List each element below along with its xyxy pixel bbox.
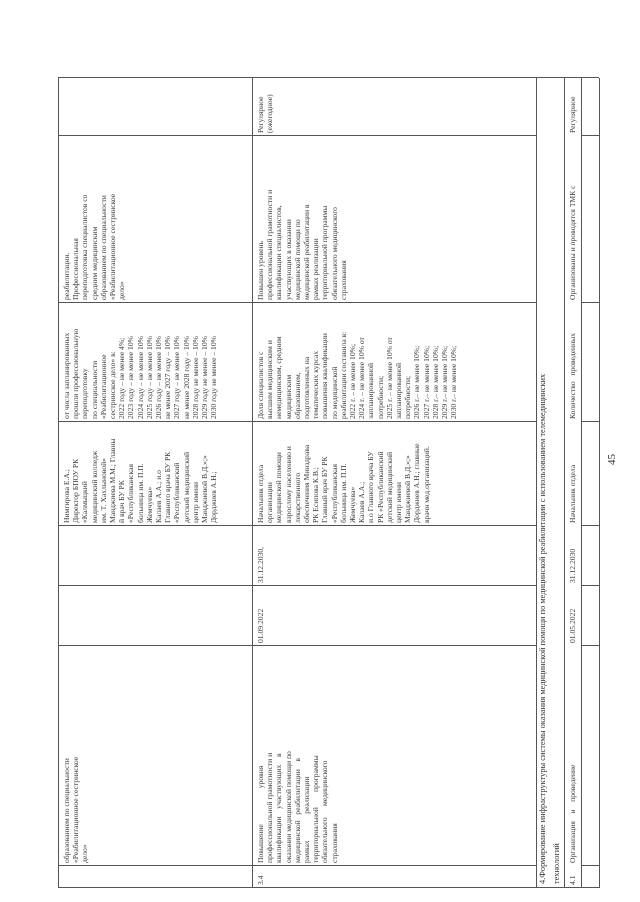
- col-divider: [581, 645, 599, 646]
- row-4-1-start-date: 01.05.2022: [568, 608, 577, 643]
- row-4-1-task: Организация и проведение: [568, 764, 577, 863]
- row-4-1-number: 4.1: [568, 875, 577, 885]
- row-3-4-result: Повышен уровень профессиональной грамотности и квалификации специалистов, участвующих в оказании медицинской помощи по медицинской реабилитации в рамках реализации территориальной программы обязательного медицинского страхования: [256, 189, 348, 300]
- col-divider: [581, 585, 599, 586]
- row-4-1-responsible: Начальник отдела: [568, 464, 577, 523]
- top-row-task: образованием по специальности «Реабилитационное сестринское дело»: [62, 756, 90, 863]
- table-left-border: [58, 887, 599, 888]
- col-divider: [581, 865, 599, 866]
- col-divider: [58, 645, 536, 646]
- document-table: [58, 78, 600, 888]
- row-4-1-frequency: Регулярное: [568, 96, 577, 133]
- row-3-4-end-date: 31.12.2030,: [256, 546, 265, 583]
- row-divider: [564, 78, 565, 888]
- section-4-title: 4.Формирование инфраструктуры системы оказания медицинской помощи по медицинской реабилитации с использованием телемедицинских: [538, 373, 547, 884]
- page-number: 45: [606, 454, 618, 465]
- col-divider: [58, 421, 536, 422]
- col-divider: [58, 865, 536, 866]
- top-row-responsible: Нимгирова Е.А.; Директор БПОУ РК «Калмыцкий медицинский колледж им. Т. Хахлыновой» Манджиева М.М.; Главны й врач БУ РК «Республиканская больница им. П.П. Жемчуева» Калаев А.А.; и.о Главного врача БУ РК «Республиканский детский медицинский центр имени Манджиевой В.Д.»;» Дорджиев А.Н.;: [62, 438, 219, 523]
- row-3-4-responsible: Начальник отдела организации медицинской помощи взрослому населению и лекарственного обеспечения Минздрава РК Есипова К.В.; Главный врач БУ РК «Республиканская больница им. П.П. Жемчуева» Калаев А.А.; и.о Главного врача БУ РК «Республиканский детский медицинский центр имени Манджиевой В.Д.»;» Дорджиев А.Н.; главные врачи мед.организаций.: [256, 443, 431, 523]
- row-3-4-number: 3.4: [256, 875, 265, 885]
- col-divider: [58, 135, 536, 136]
- row-divider: [252, 78, 253, 888]
- row-4-1-end-date: 31.12.2030: [568, 548, 577, 583]
- col-divider: [581, 421, 599, 422]
- top-row-indicator: от числа запланированных прошли профессиональную переподготовку по специальности «Реабилитационное сестринское дело» в: 2022 году – не менее 4%; 2023 году – не менее 10% 2024 году – не менее 10% 2025 году – не менее 10% 2026 году – не менее 10% не менее 2027 году – 10% 2027 году – не менее 10% не менее 2028 году – 10% 2028 году не менее – 10% 2029 году не менее – 10% 2030 году не менее – 10%: [62, 328, 219, 419]
- col-divider: [581, 525, 599, 526]
- col-divider: [58, 585, 536, 586]
- section-4-title-continued: технологий: [552, 843, 561, 884]
- col-divider: [581, 302, 599, 303]
- row-3-4-task: Повышение уровня профессиональной грамотности и квалификации участвующих в оказании медицинской помощи по медицинской реабилитации в рамках реализации территориальной программы обязательного медицинского страхования: [256, 751, 339, 863]
- row-4-1-indicator: Количество проведенных: [568, 332, 577, 419]
- row-3-4-frequency: Регулярное (ежегодное): [256, 94, 275, 133]
- col-divider: [581, 135, 599, 136]
- table-top-border: [58, 78, 59, 888]
- table-right-border: [58, 77, 599, 78]
- row-divider: [536, 78, 537, 888]
- row-divider: [581, 78, 582, 888]
- row-3-4-indicator: Доля специалистов с высшим медицинским и немедицинским, средним медицинским образованием, подготовленных на тематических курсах повышения квалификации по медицинской реабилитации составила в: 2022 г. – не менее 10%; 2024 г. – не менее 10% от запланированной потребности; 2025 г. – не менее 10% от запланированной потребности; 2026 г.– не менее 10%; 2027 г.– не менее 10%; 2028 г.– не менее 10%; 2029 г.– не менее 10%; 2030 г.– не менее 10%;: [256, 331, 459, 419]
- col-divider: [58, 302, 536, 303]
- row-3-4-start-date: 01.09.2022: [256, 608, 265, 643]
- row-4-1-result: Организованы и проводятся ТМК с: [568, 185, 577, 300]
- top-row-result: реабилитации. Профессиональная переподготовка специалистов со средним медицинским образованием по специальности «Реабилитационное сестринское дело»: [62, 193, 127, 300]
- table-bottom-border: [599, 78, 600, 888]
- col-divider: [58, 525, 536, 526]
